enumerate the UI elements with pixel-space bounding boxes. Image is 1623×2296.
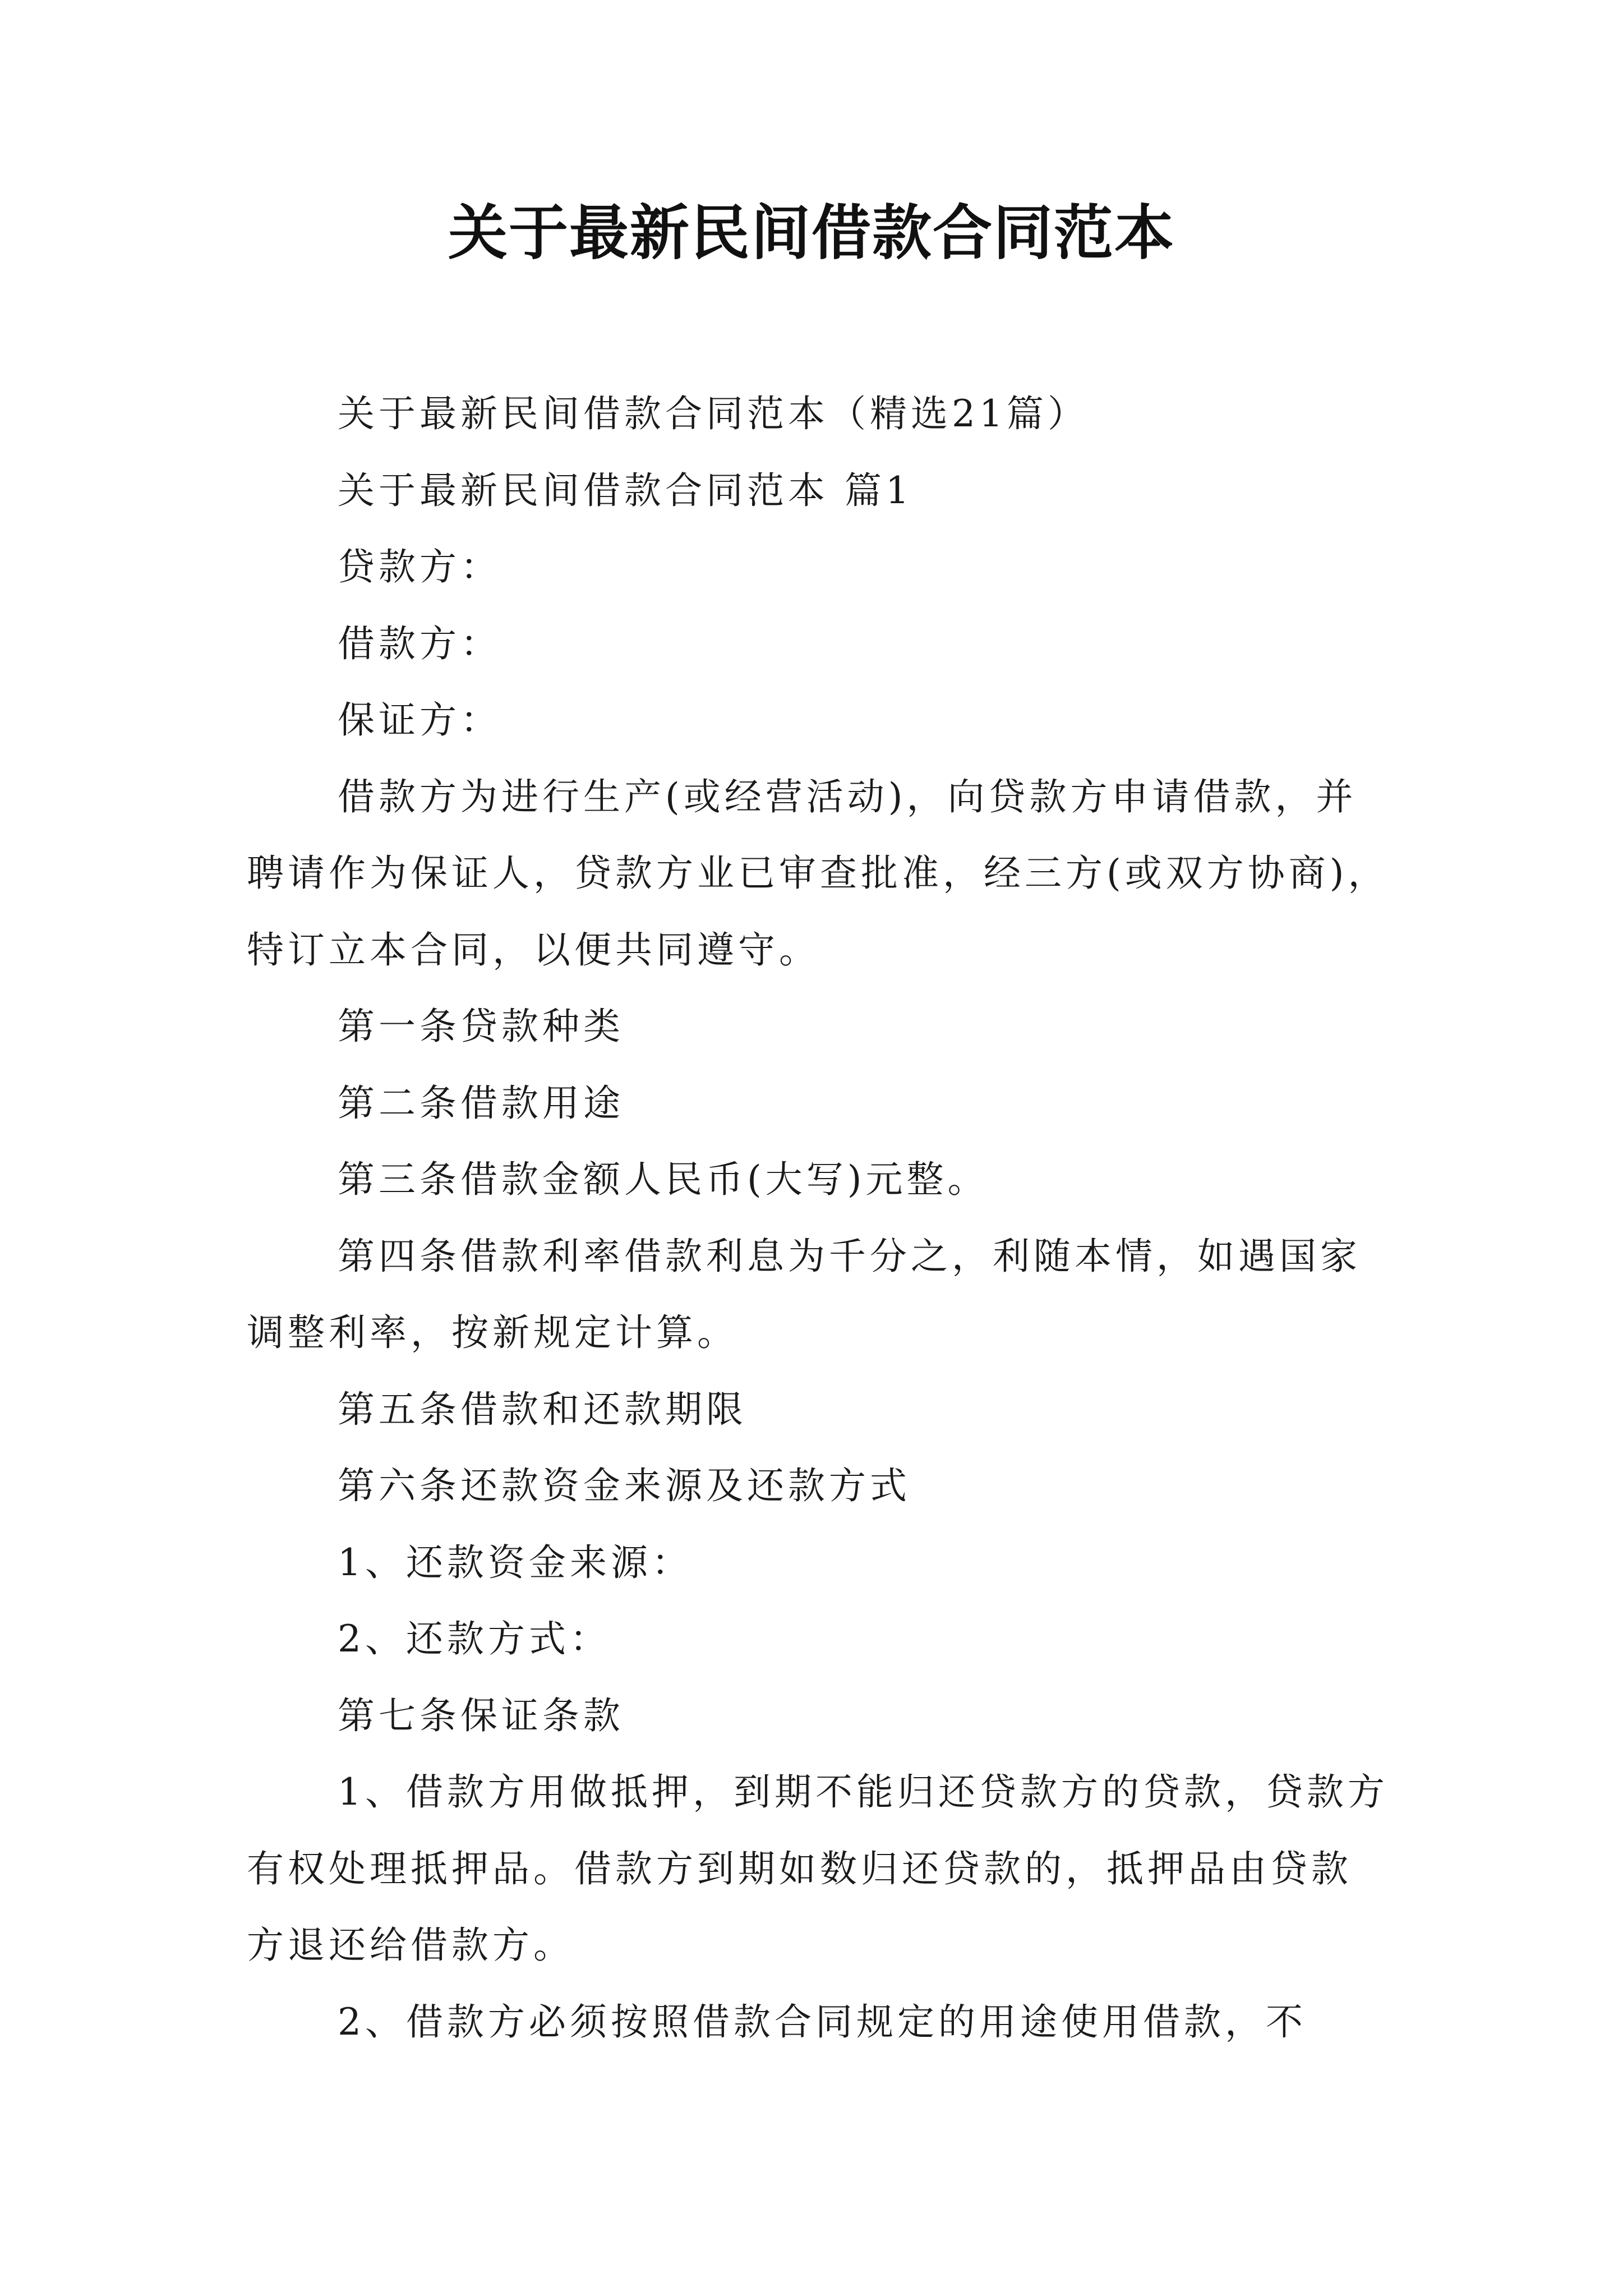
paragraph-article-5: 第五条借款和还款期限 bbox=[338, 1387, 747, 1431]
paragraph-section-heading: 关于最新民间借款合同范本 篇1 bbox=[338, 468, 913, 512]
paragraph-article-4: 第四条借款利率借款利息为千分之，利随本情，如遇国家调整利率，按新规定计算。 bbox=[247, 1234, 1361, 1354]
paragraph-subtitle: 关于最新民间借款合同范本（精选21篇） bbox=[338, 392, 1089, 435]
paragraph-article-1: 第一条贷款种类 bbox=[338, 1005, 624, 1048]
paragraph-preamble: 借款方为进行生产(或经营活动)，向贷款方申请借款，并聘请作为保证人，贷款方业已审查批准，经三方(或双方协商)，特订立本合同，以便共同遵守。 bbox=[247, 775, 1389, 972]
paragraph-guarantor: 保证方： bbox=[338, 698, 501, 742]
paragraph-article-7: 第七条保证条款 bbox=[338, 1694, 624, 1737]
paragraph-borrower: 借款方： bbox=[338, 622, 501, 665]
paragraph-article-3: 第三条借款金额人民币(大写)元整。 bbox=[338, 1158, 989, 1201]
paragraph-repayment-source: 1、还款资金来源： bbox=[338, 1540, 693, 1584]
paragraph-article-2: 第二条借款用途 bbox=[338, 1081, 624, 1125]
paragraph-lender: 贷款方： bbox=[338, 545, 501, 588]
document-body bbox=[247, 376, 1391, 2060]
document-title: 关于最新民间借款合同范本 bbox=[448, 197, 1175, 268]
paragraph-article-6: 第六条还款资金来源及还款方式 bbox=[338, 1464, 911, 1507]
paragraph-guarantee-clause-2: 2、借款方必须按照借款合同规定的用途使用借款，不 bbox=[338, 2000, 1307, 2044]
paragraph-repayment-method: 2、还款方式： bbox=[338, 1617, 611, 1660]
paragraph-guarantee-clause-1: 1、借款方用做抵押，到期不能归还贷款方的贷款，贷款方有权处理抵押品。借款方到期如数归还贷款的，抵押品由贷款方退还给借款方。 bbox=[247, 1770, 1389, 1967]
